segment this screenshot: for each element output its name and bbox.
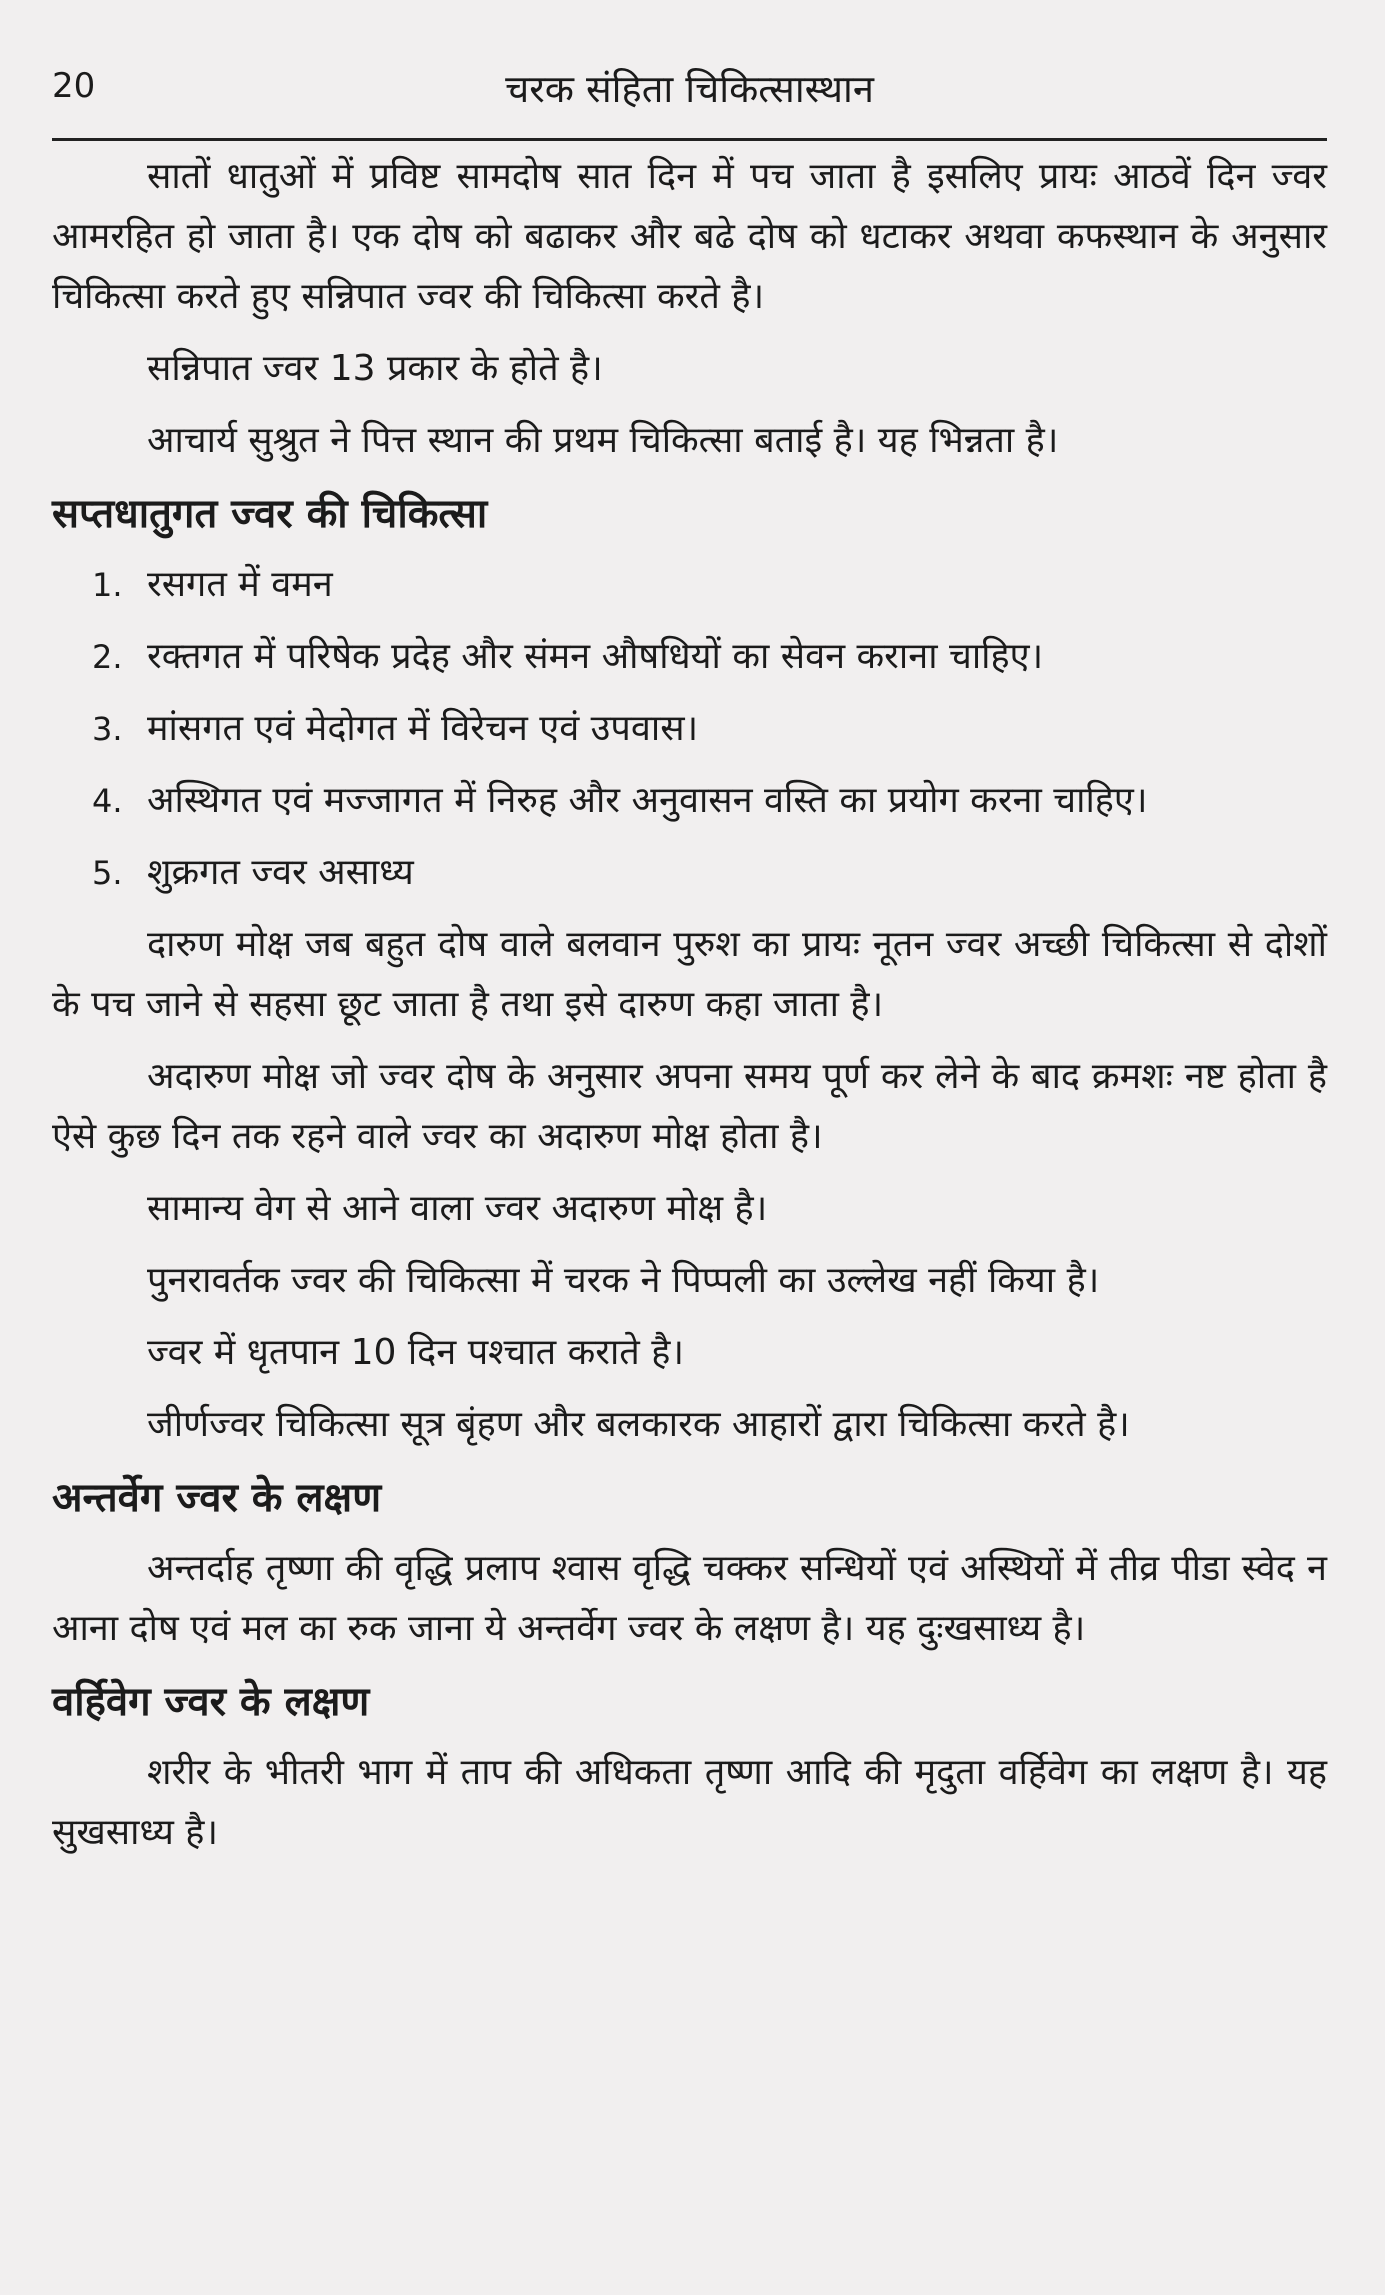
paragraph: दारुण मोक्ष जब बहुत दोष वाले बलवान पुरुश का प्रायः नूतन ज्वर अच्छी चिकित्सा से दोशों के पच जाने से सहसा छूट जाता है तथा इसे दारुण कहा जाता है।	[52, 924, 1327, 1025]
paragraph: शरीर के भीतरी भाग में ताप की अधिकता तृष्णा आदि की मृदुता वर्हिवेग का लक्षण है। यह सुखसाध्य है।	[52, 1752, 1327, 1853]
list-item-text: अस्थिगत एवं मज्जागत में निरुह और अनुवासन वस्ति का प्रयोग करना चाहिए।	[147, 780, 1148, 821]
list-number: 2.	[92, 638, 123, 676]
section-heading: वर्हिवेग ज्वर के लक्षण	[52, 1679, 370, 1725]
paragraph: ज्वर में धृतपान 10 दिन पश्चात कराते है।	[147, 1332, 685, 1373]
list-item	[52, 555, 1327, 615]
section-heading: अन्तर्वेग ज्वर के लक्षण	[52, 1475, 382, 1521]
running-title: चरक संहिता चिकित्सास्थान	[505, 67, 874, 111]
paragraph: सन्निपात ज्वर 13 प्रकार के होते है।	[147, 348, 603, 389]
list-item-text: रसगत में वमन	[147, 564, 333, 605]
list-number: 1.	[92, 566, 123, 604]
list-item	[52, 627, 1327, 687]
paragraph: अन्तर्दाह तृष्णा की वृद्धि प्रलाप श्वास वृद्धि चक्कर सन्धियों एवं अस्थियों में तीव्र पीडा स्वेद न आना दोष एवं मल का रुक जाना ये अन्तर्वेग ज्वर के लक्षण है। यह दुःखसाध्य है।	[52, 1548, 1327, 1649]
list-number: 3.	[92, 710, 123, 748]
list-number: 5.	[92, 854, 123, 892]
list-item	[52, 699, 1327, 759]
list-item-text: मांसगत एवं मेदोगत में विरेचन एवं उपवास।	[147, 708, 699, 749]
numbered-list	[52, 555, 1327, 903]
paragraph: सातों धातुओं में प्रविष्ट सामदोष सात दिन में पच जाता है इसलिए प्रायः आठवें दिन ज्वर आमरहित हो जाता है। एक दोष को बढाकर और बढे दोष को धटाकर अथवा कफस्थान के अनुसार चिकित्सा करते हुए सन्निपात ज्वर की चिकित्सा करते है।	[52, 156, 1327, 317]
list-item	[52, 843, 1327, 903]
list-item-text: शुक्रगत ज्वर असाध्य	[147, 852, 414, 893]
paragraph: पुनरावर्तक ज्वर की चिकित्सा में चरक ने पिप्पली का उल्लेख नहीं किया है।	[147, 1260, 1100, 1301]
list-number: 4.	[92, 782, 123, 820]
list-item-text: रक्तगत में परिषेक प्रदेह और संमन औषधियों का सेवन कराना चाहिए।	[147, 636, 1044, 677]
book-page	[52, 58, 1327, 1875]
list-item	[52, 771, 1327, 831]
paragraph: सामान्य वेग से आने वाला ज्वर अदारुण मोक्ष है।	[147, 1188, 768, 1229]
paragraph: आचार्य सुश्रुत ने पित्त स्थान की प्रथम चिकित्सा बताई है। यह भिन्नता है।	[147, 420, 1059, 461]
paragraph: जीर्णज्वर चिकित्सा सूत्र बृंहण और बलकारक आहारों द्वारा चिकित्सा करते है।	[147, 1404, 1130, 1445]
page-content	[52, 141, 1327, 1863]
section-heading: सप्तधातुगत ज्वर की चिकित्सा	[52, 491, 488, 537]
page-header	[52, 58, 1327, 141]
page-number: 20	[52, 66, 96, 106]
paragraph: अदारुण मोक्ष जो ज्वर दोष के अनुसार अपना समय पूर्ण कर लेने के बाद क्रमशः नष्ट होता है ऐसे कुछ दिन तक रहने वाले ज्वर का अदारुण मोक्ष होता है।	[52, 1056, 1327, 1157]
